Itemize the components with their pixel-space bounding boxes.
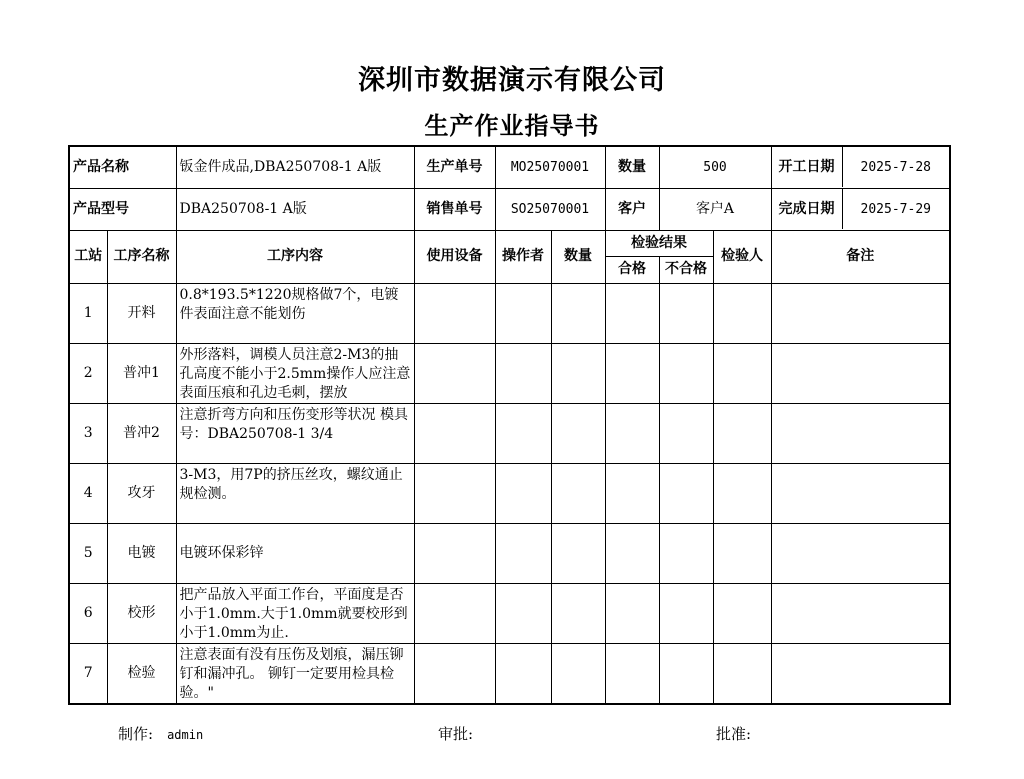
header-remarks: 备注 xyxy=(771,230,950,283)
step-no: 2 xyxy=(69,343,107,403)
table-row xyxy=(69,403,950,463)
review-label: 审批: xyxy=(438,725,474,743)
step-content: 3-M3，用7P的挤压丝攻，螺纹通止规检测。 xyxy=(176,463,414,523)
step-no: 6 xyxy=(69,583,107,643)
product-model-label: 产品型号 xyxy=(69,188,176,230)
product-name-value: 钣金件成品,DBA250708-1 A版 xyxy=(176,146,414,188)
header-process-name: 工序名称 xyxy=(107,230,176,283)
made-by-label: 制作: xyxy=(118,725,154,743)
quantity-label: 数量 xyxy=(605,146,659,188)
table-row xyxy=(69,283,950,343)
step-name: 校形 xyxy=(107,583,176,643)
step-content: 注意折弯方向和压伤变形等状况 模具号：DBA250708-1 3/4 xyxy=(176,403,414,463)
step-name: 检验 xyxy=(107,643,176,704)
header-inspector: 检验人 xyxy=(713,230,771,283)
header-operator: 操作者 xyxy=(495,230,551,283)
step-name: 普冲2 xyxy=(107,403,176,463)
header-station: 工站 xyxy=(69,230,107,283)
step-content: 0.8*193.5*1220规格做7个，电镀件表面注意不能划伤 xyxy=(176,283,414,343)
header-row xyxy=(69,230,950,256)
table-row xyxy=(69,583,950,643)
step-content: 注意表面有没有压伤及划痕，漏压铆钉和漏冲孔。 铆钉一定要用检具检验。" xyxy=(176,643,414,704)
table-row xyxy=(69,523,950,583)
start-date-label: 开工日期 xyxy=(772,147,843,187)
step-no: 1 xyxy=(69,283,107,343)
customer-label: 客户 xyxy=(605,188,659,230)
step-no: 3 xyxy=(69,403,107,463)
production-no-value: MO25070001 xyxy=(495,146,605,188)
step-name: 电镀 xyxy=(107,523,176,583)
sales-no-label: 销售单号 xyxy=(414,188,495,230)
step-name: 普冲1 xyxy=(107,343,176,403)
header-inspection-result: 检验结果 xyxy=(605,230,713,256)
approve-label: 批准: xyxy=(716,725,752,743)
header-pass: 合格 xyxy=(605,256,659,283)
step-no: 5 xyxy=(69,523,107,583)
info-row-2 xyxy=(69,188,950,230)
step-name: 攻牙 xyxy=(107,463,176,523)
table-row xyxy=(69,643,950,704)
product-name-label: 产品名称 xyxy=(69,146,176,188)
finish-date-label: 完成日期 xyxy=(772,189,843,229)
company-title: 深圳市数据演示有限公司 xyxy=(358,65,666,96)
header-equipment: 使用设备 xyxy=(414,230,495,283)
step-content: 电镀环保彩锌 xyxy=(176,523,414,583)
table-row xyxy=(69,463,950,523)
product-model-value: DBA250708-1 A版 xyxy=(176,188,414,230)
header-quantity: 数量 xyxy=(551,230,605,283)
customer-value: 客户A xyxy=(659,188,771,230)
finish-date-value: 2025-7-29 xyxy=(860,201,931,217)
made-by-value: admin xyxy=(167,728,204,742)
step-content: 把产品放入平面工作台，平面度是否小于1.0mm.大于1.0mm就要校形到小于1.0mm为止. xyxy=(176,583,414,643)
step-no: 4 xyxy=(69,463,107,523)
start-date-value: 2025-7-28 xyxy=(860,159,931,175)
step-no: 7 xyxy=(69,643,107,704)
table-row xyxy=(69,343,950,403)
made-by xyxy=(118,723,203,744)
header-process-content: 工序内容 xyxy=(176,230,414,283)
quantity-value: 500 xyxy=(659,146,771,188)
header-fail: 不合格 xyxy=(659,256,713,283)
step-content: 外形落料，调模人员注意2-M3的抽孔高度不能小于2.5mm操作人应注意表面压痕和孔边毛刺，摆放 xyxy=(176,343,414,403)
production-no-label: 生产单号 xyxy=(414,146,495,188)
document-title: 生产作业指导书 xyxy=(424,111,600,140)
sales-no-value: SO25070001 xyxy=(495,188,605,230)
work-instruction-table xyxy=(68,145,951,705)
info-row-1 xyxy=(69,146,950,188)
step-name: 开料 xyxy=(107,283,176,343)
